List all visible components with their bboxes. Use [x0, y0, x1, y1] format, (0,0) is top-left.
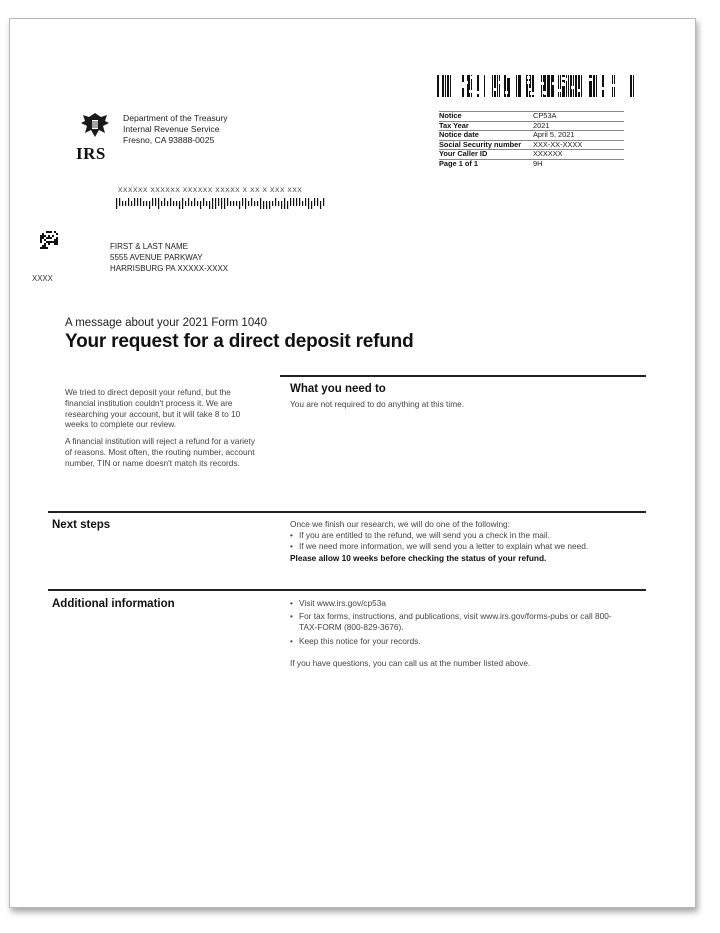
section-divider — [48, 589, 646, 591]
pre-title: A message about your 2021 Form 1040 — [65, 317, 268, 329]
table-row — [439, 112, 624, 122]
intro-text — [65, 387, 255, 475]
irs-logo-text: IRS — [76, 144, 106, 163]
next-steps-content — [290, 519, 630, 564]
tax-year-label: Tax Year — [439, 121, 533, 131]
list-item: • For tax forms, instructions, and publications, visit www.irs.gov/forms-pubs or call 800-TAX-FORM (800-829-3676). — [290, 611, 612, 633]
list-item: • If we need more information, we will send you a letter to explain what we need. — [290, 541, 589, 552]
next-steps-intro: Once we finish our research, we will do one of the following: — [290, 519, 510, 529]
agency-address — [123, 113, 228, 146]
page-title: Your request for a direct deposit refund — [65, 331, 414, 352]
side-code: XXXX — [32, 274, 53, 283]
barcode-icon — [437, 75, 635, 97]
page-code-value: 9H — [533, 158, 543, 168]
intro-paragraph: We tried to direct deposit your refund, but the financial institution couldn't process it. We are researching your account, but it will take 8 to 10 weeks to complete our review. — [65, 387, 241, 430]
list-item: • Visit www.irs.gov/cp53a — [290, 598, 386, 608]
next-steps-note: Please allow 10 weeks before checking the status of your refund. — [290, 552, 547, 563]
what-you-need-heading: What you need to — [290, 383, 386, 395]
table-row — [439, 159, 624, 168]
recipient-name: FIRST & LAST NAME — [110, 242, 188, 251]
postal-barcode-icon — [116, 198, 330, 209]
table-row — [439, 131, 624, 141]
mail-code-text: XXXXXX XXXXXX XXXXXX XXXXX X XX X XXX XXX — [118, 187, 303, 194]
agency-line: Fresno, CA 93888-0025 — [123, 135, 215, 145]
irs-eagle-logo-icon — [75, 111, 115, 141]
next-steps-heading: Next steps — [52, 519, 111, 531]
additional-info-closing: If you have questions, you can call us at the number listed above. — [290, 657, 531, 668]
notice-info-table — [439, 111, 624, 169]
bullet-icon: • — [290, 635, 293, 646]
qr-code-icon — [40, 231, 58, 249]
notice-value: CP53A — [533, 112, 624, 122]
bullet-icon: • — [290, 611, 293, 622]
what-you-need-text: You are not required to do anything at this time. — [290, 399, 465, 409]
additional-info-content — [290, 598, 615, 669]
bullet-icon: • — [290, 598, 293, 608]
list-item: • Keep this notice for your records. — [290, 635, 421, 646]
agency-line: Department of the Treasury — [123, 113, 228, 123]
agency-line: Internal Revenue Service — [123, 124, 220, 134]
section-divider — [48, 511, 646, 513]
additional-info-heading: Additional information — [52, 598, 175, 610]
recipient-address — [110, 241, 228, 274]
bullet-icon: • — [290, 541, 293, 552]
list-item: • If you are entitled to the refund, we will send you a check in the mail. — [290, 530, 550, 541]
caller-id-label: Your Caller ID — [439, 150, 533, 160]
notice-page — [9, 18, 696, 908]
notice-date-value: April 5, 2021 — [533, 131, 624, 141]
bullet-icon: • — [290, 530, 293, 541]
ssn-label: Social Security number — [439, 140, 533, 150]
recipient-city: HARRISBURG PA XXXXX-XXXX — [110, 264, 229, 273]
additional-info-list — [290, 598, 615, 647]
recipient-street: 5555 AVENUE PARKWAY — [110, 253, 203, 262]
ssn-value: XXX-XX-XXXX — [533, 140, 624, 150]
section-divider — [280, 375, 646, 377]
page-count-label: Page 1 of 1 — [439, 158, 479, 168]
notice-date-label: Notice date — [439, 131, 533, 141]
next-steps-list — [290, 530, 630, 552]
intro-paragraph: A financial institution will reject a refund for a variety of reasons. Most often, the routing number, account number, TIN or name doesn't match its records. — [65, 436, 255, 468]
notice-label: Notice — [439, 112, 533, 122]
tax-year-value: 2021 — [533, 121, 624, 131]
caller-id-value: XXXXXX — [533, 150, 624, 160]
